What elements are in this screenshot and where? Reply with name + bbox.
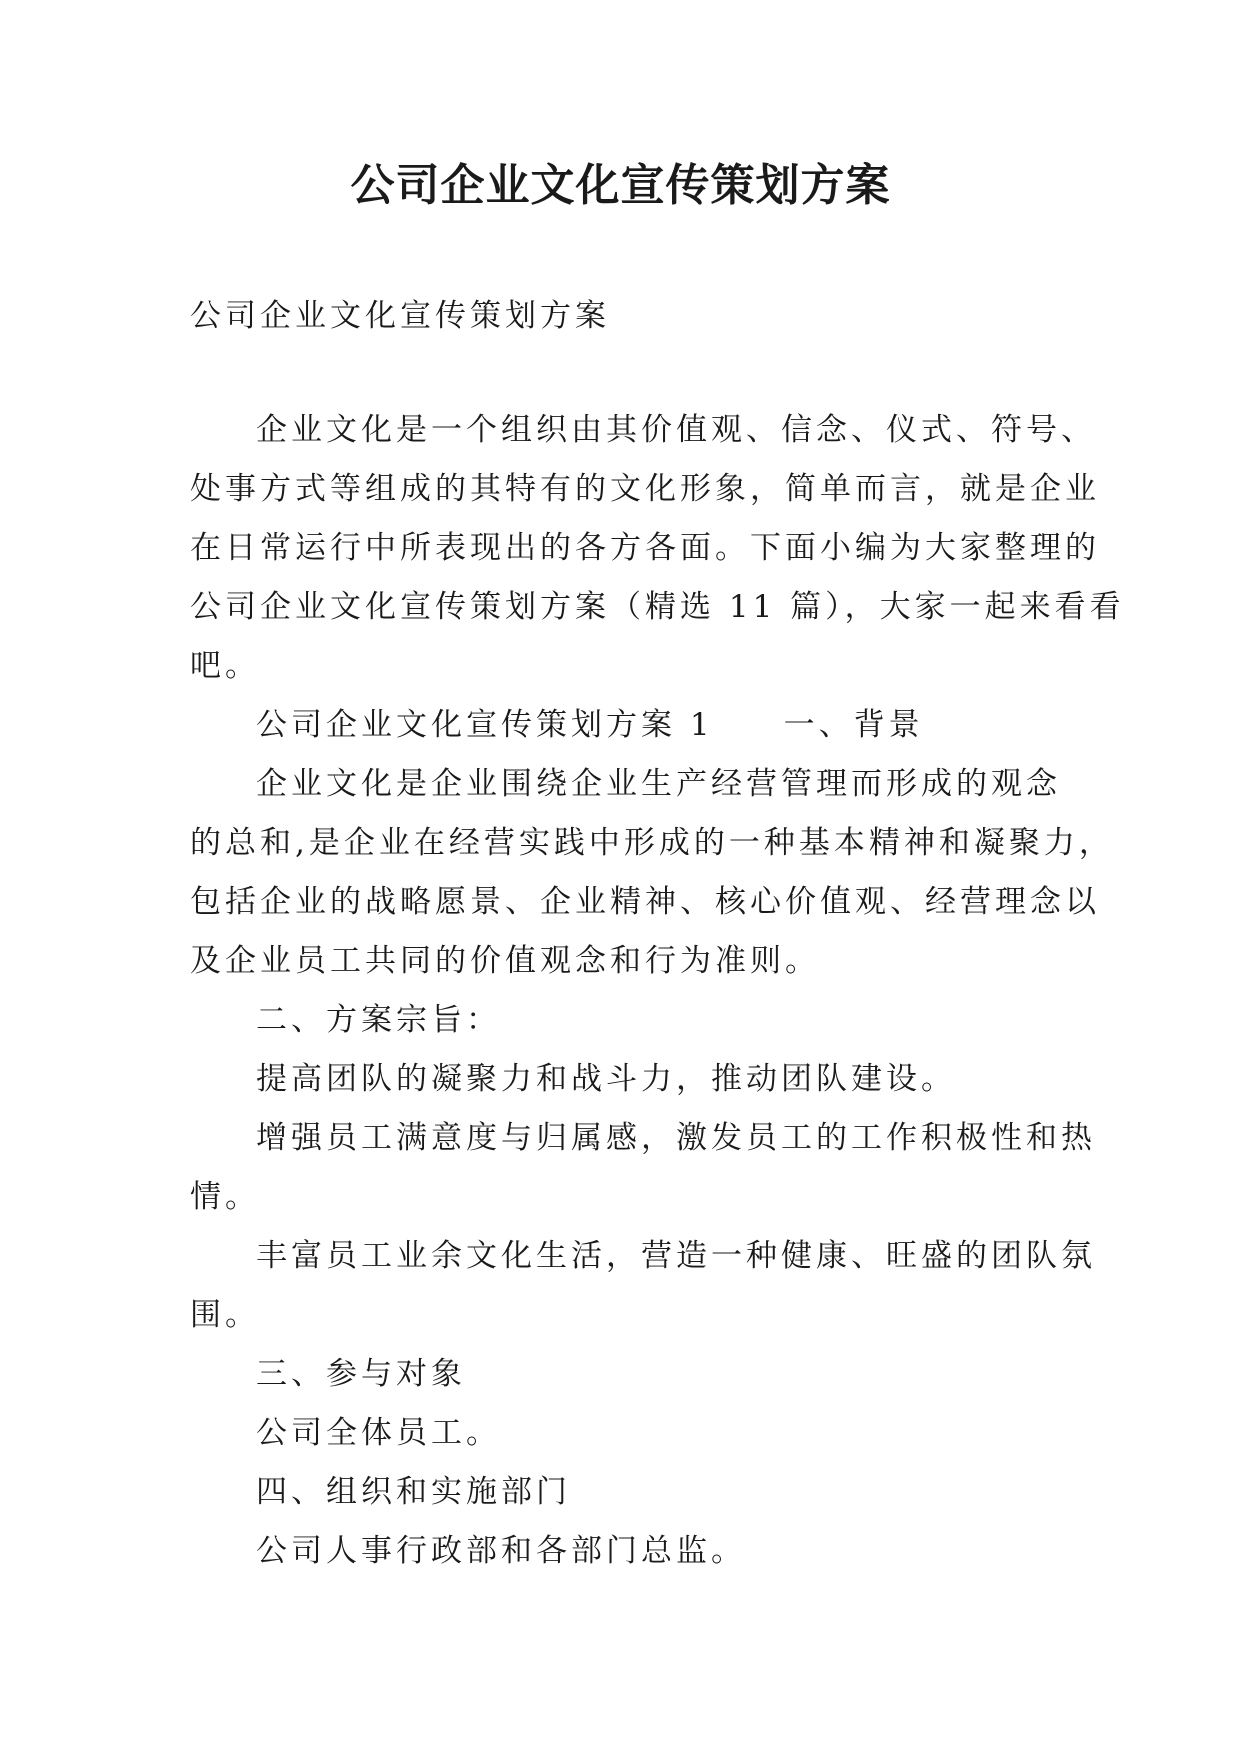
paragraph-line: 公司企业文化宣传策划方案（精选 11 篇），大家一起来看看	[190, 589, 1125, 625]
paragraph-line: 企业文化是一个组织由其价值观、信念、仪式、符号、	[256, 412, 1096, 448]
paragraph-line: 企业文化是企业围绕企业生产经营管理而形成的观念	[256, 766, 1061, 802]
section-heading-line: 公司企业文化宣传策划方案 1 一、背景	[256, 707, 924, 743]
section-heading-line: 四、组织和实施部门	[256, 1474, 571, 1510]
paragraph-line: 公司人事行政部和各部门总监。	[256, 1533, 746, 1569]
paragraph-line: 及企业员工共同的价值观念和行为准则。	[190, 943, 820, 979]
document-title: 公司企业文化宣传策划方案	[350, 160, 891, 211]
paragraph-line: 包括企业的战略愿景、企业精神、核心价值观、经营理念以	[190, 884, 1100, 920]
paragraph-line: 增强员工满意度与归属感，激发员工的工作积极性和热	[256, 1120, 1096, 1156]
paragraph-line: 围。	[190, 1297, 260, 1333]
paragraph-line: 吧。	[190, 648, 260, 684]
paragraph-line: 的总和,是企业在经营实践中形成的一种基本精神和凝聚力，	[190, 825, 1114, 861]
paragraph-line: 情。	[190, 1179, 260, 1215]
paragraph-line: 提高团队的凝聚力和战斗力，推动团队建设。	[256, 1061, 956, 1097]
paragraph-line: 丰富员工业余文化生活，营造一种健康、旺盛的团队氛	[256, 1238, 1096, 1274]
paragraph-line: 公司全体员工。	[256, 1415, 501, 1451]
document-subtitle: 公司企业文化宣传策划方案	[190, 298, 610, 334]
section-heading-line: 三、参与对象	[256, 1356, 466, 1392]
paragraph-line: 处事方式等组成的其特有的文化形象，简单而言，就是企业	[190, 471, 1100, 507]
paragraph-line: 在日常运行中所表现出的各方各面。下面小编为大家整理的	[190, 530, 1100, 566]
section-heading-line: 二、方案宗旨：	[256, 1002, 501, 1038]
